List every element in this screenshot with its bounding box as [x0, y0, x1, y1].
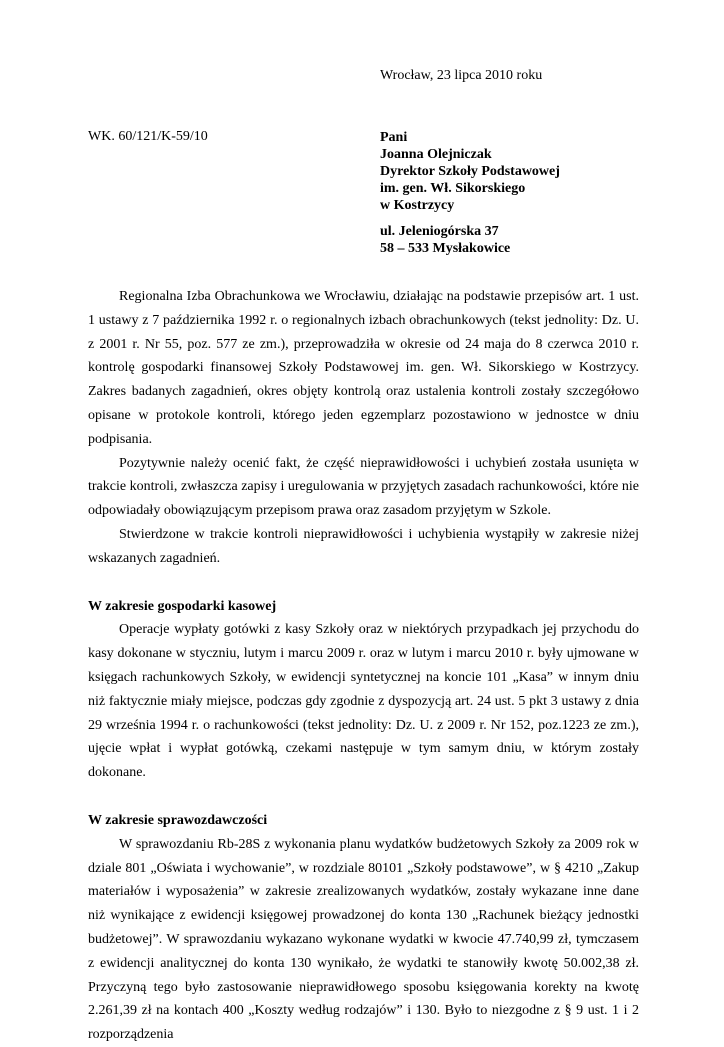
place-date: Wrocław, 23 lipca 2010 roku — [380, 68, 543, 83]
recipient-block — [380, 129, 560, 214]
recipient-position: Dyrektor Szkoły Podstawowej — [380, 164, 560, 179]
letter-body — [88, 285, 639, 1047]
section-text-reporting: W sprawozdaniu Rb-28S z wykonania planu wydatków budżetowych Szkoły za 2009 rok w dziale 801 „Oświata i wychowanie”, w rozdziale 80101 „Szkoły podstawowe”, w § 4210 „Zakup materiałów i wyposażenia” w zakresie zrealizowanych wydatków, zostały wykazane inne dane niż wynikające z ewidencji księgowej prowadzonej do konta 130 „Rachunek bieżący jednostki budżetowej”. W sprawozdaniu wykazano wykonane wydatki w kwocie 47.740,99 zł, tymczasem z ewidencji analitycznej do konta 130 wynikało, że wydatki te stanowiły kwotę 50.002,38 zł. Przyczyną tego było zastosowanie nieprawidłowego sposobu księgowania korekty na kwotę 2.261,39 zł na kontach 400 „Koszty według rodzajów” i 130. Było to niezgodne z § 9 ust. 1 i 2 rozporządzenia — [88, 836, 639, 1043]
section-heading-cash: W zakresie gospodarki kasowej — [88, 598, 277, 614]
recipient-salutation: Pani — [380, 130, 408, 145]
body-paragraph: Stwierdzone w trakcie kontroli nieprawidłowości i uchybienia wystąpiły w zakresie niżej wskazanych zagadnień. — [88, 526, 639, 566]
recipient-school-name: im. gen. Wł. Sikorskiego — [380, 181, 526, 196]
body-paragraph: Pozytywnie należy ocenić fakt, że część nieprawidłowości i uchybień została usunięta w trakcie kontroli, zwłaszcza zapisy i uregulowania w przyjętych zasadach rachunkowości, które nie odpowiadały obowiązującym przepisom prawa oraz zasadom przyjętym w Szkole. — [88, 455, 639, 519]
recipient-name: Joanna Olejniczak — [380, 147, 492, 162]
recipient-location: w Kostrzycy — [380, 198, 455, 213]
reference-number: WK. 60/121/K-59/10 — [88, 129, 208, 144]
section-heading-reporting: W zakresie sprawozdawczości — [88, 812, 268, 828]
address-block — [380, 223, 510, 257]
body-paragraph: Regionalna Izba Obrachunkowa we Wrocławiu, działając na podstawie przepisów art. 1 ust. 1 ustawy z 7 października 1992 r. o regionalnych izbach obrachunkowych (tekst jednolity: Dz. U. z 2001 r. Nr 55, poz. 577 ze zm.), przeprowadziła w okresie od 24 maja do 8 czerwca 2010 r. kontrolę gospodarki finansowej Szkoły Podstawowej im. gen. Wł. Sikorskiego w Kostrzycy. Zakres badanych zagadnień, okres objęty kontrolą oraz ustalenia kontroli zostały szczegółowo opisane w protokole kontroli, którego jeden egzemplarz pozostawiono w jednostce w dniu podpisania. — [88, 289, 639, 447]
address-street: ul. Jeleniogórska 37 — [380, 224, 499, 239]
section-text-cash: Operacje wypłaty gotówki z kasy Szkoły oraz w niektórych przypadkach jej przychodu do kasy dokonane w styczniu, lutym i marcu 2009 r. oraz w lutym i marcu 2010 r. były ujmowane w księgach rachunkowych Szkoły, w ewidencji syntetycznej na koncie 101 „Kasa” w innym dniu niż faktycznie miały miejsce, podczas gdy zgodnie z dyspozycją art. 24 ust. 5 pkt 3 ustawy z dnia 29 września 1994 r. o rachunkowości (tekst jednolity: Dz. U. z 2009 r. Nr 152, poz.1223 ze zm.), ujęcie wpłat i wypłat gotówką, czekami następuje w tym samym dniu, w którym zostały dokonane. — [88, 622, 639, 781]
address-postal: 58 – 533 Mysłakowice — [380, 241, 511, 256]
